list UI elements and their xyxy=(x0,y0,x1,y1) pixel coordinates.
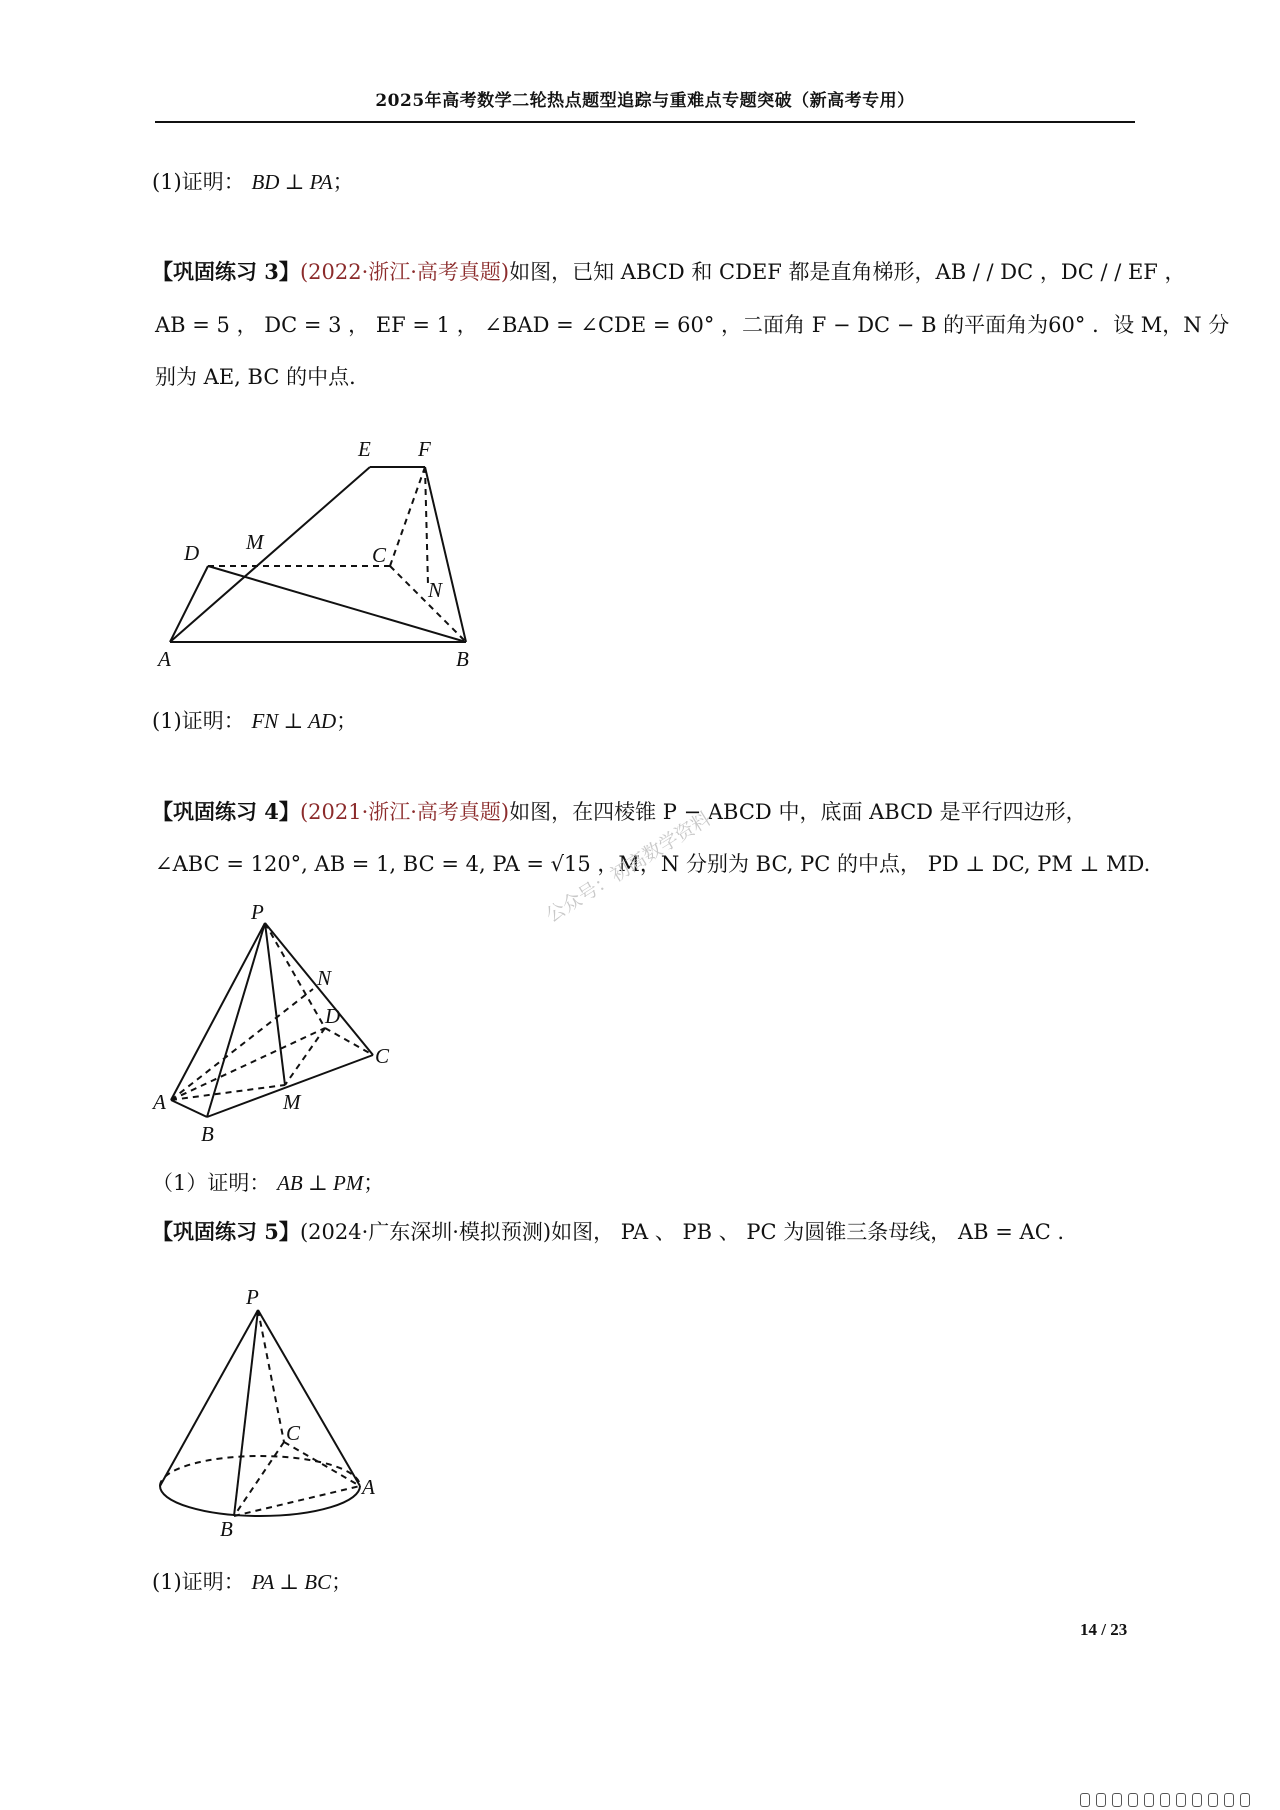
label-n: N xyxy=(317,966,332,990)
label-b: B xyxy=(456,647,469,671)
page-header-title: 2025年高考数学二轮热点题型追踪与重难点专题突破（新高考专用） xyxy=(375,91,915,111)
ex5-figure xyxy=(148,1280,408,1540)
edge-pd xyxy=(265,923,325,1028)
scroll-segment xyxy=(1240,1793,1250,1807)
ex4-part1-label: （1）证明： xyxy=(152,1171,271,1195)
chord-ca xyxy=(284,1442,360,1486)
label-c: C xyxy=(375,1044,390,1068)
ex4-tag: 【巩固练习 4】 xyxy=(152,799,300,824)
ex4-line2: ∠ABC = 120°, AB = 1, BC = 4, PA = √15 ，M，N 分别为 BC, PC 的中点， PD ⊥ DC, PM ⊥ MD. xyxy=(155,852,1151,876)
ex3-text-1: 如图，已知 ABCD 和 CDEF 都是直角梯形，AB / / DC ，DC / / EF ， xyxy=(509,260,1186,284)
generatrix-pb xyxy=(234,1310,258,1516)
ex4-part1-math: AB ⊥ PM xyxy=(277,1171,364,1195)
label-a: A xyxy=(362,1475,375,1499)
scroll-segment xyxy=(1160,1793,1170,1807)
scroll-segment xyxy=(1112,1793,1122,1807)
label-d: D xyxy=(184,541,200,565)
scroll-segment xyxy=(1128,1793,1138,1807)
scroll-segment xyxy=(1208,1793,1218,1807)
ex5-part1-label: (1)证明： xyxy=(152,1570,245,1594)
prev-part1 xyxy=(152,166,354,196)
prev-part1-label: (1)证明： xyxy=(152,170,245,194)
ex4-figure xyxy=(145,905,405,1145)
scroll-segment xyxy=(1192,1793,1202,1807)
ex3-part1-math: FN ⊥ AD xyxy=(251,709,337,733)
edge-ad xyxy=(170,566,208,642)
ex5-text-1: 如图， PA 、 PB 、 PC 为圆锥三条母线， AB = AC . xyxy=(551,1220,1065,1244)
base-back-arc xyxy=(160,1456,360,1486)
label-p: P xyxy=(246,1285,259,1309)
chord-ab xyxy=(234,1486,360,1516)
edge-pa xyxy=(171,923,265,1100)
label-p: P xyxy=(251,905,264,924)
edge-cf xyxy=(390,467,425,566)
ex3-part1-end: ； xyxy=(336,709,358,733)
label-m: M xyxy=(246,530,264,554)
label-b: B xyxy=(220,1517,233,1540)
prev-part1-end: ； xyxy=(332,170,354,194)
ex3-figure xyxy=(150,430,490,680)
ex3-line2: AB = 5 ， DC = 3 ， EF = 1 ， ∠BAD = ∠CDE = 60° ，二面角 F − DC − B 的平面角为60° ．设 M，N 分 xyxy=(155,313,1230,337)
base-front-arc xyxy=(160,1486,360,1516)
edge-fb xyxy=(425,467,466,642)
edge-pm xyxy=(265,923,285,1085)
edge-ae xyxy=(170,467,370,642)
ex3-line3: 别为 AE, BC 的中点． xyxy=(155,365,371,389)
label-f: F xyxy=(418,437,431,461)
ex4-source: (2021·浙江·高考真题) xyxy=(299,800,510,824)
edge-am xyxy=(171,1085,285,1100)
ex3-line1 xyxy=(152,256,1186,286)
ex5-source: (2024·广东深圳·模拟预测) xyxy=(299,1220,552,1244)
ex5-part1 xyxy=(152,1566,352,1596)
page-number: 14 / 23 xyxy=(1080,1620,1128,1639)
ex5-line1 xyxy=(152,1216,1064,1246)
label-d: D xyxy=(325,1004,341,1028)
ex3-source: (2022·浙江·高考真题) xyxy=(299,260,510,284)
header-rule xyxy=(155,121,1135,123)
edge-ab xyxy=(171,1100,207,1117)
ex5-tag: 【巩固练习 5】 xyxy=(152,1219,300,1244)
label-b: B xyxy=(201,1122,214,1145)
ex5-part1-math: PA ⊥ BC xyxy=(251,1570,332,1594)
generatrix-pc xyxy=(258,1310,284,1442)
ex4-line1 xyxy=(152,796,1087,826)
edge-pb xyxy=(207,923,265,1117)
prev-part1-math: BD ⊥ PA xyxy=(251,170,333,194)
ex4-text-1: 如图，在四棱锥 P − ABCD 中，底面 ABCD 是平行四边形， xyxy=(509,800,1087,824)
label-a: A xyxy=(158,647,171,671)
label-c: C xyxy=(286,1421,301,1445)
scroll-segment xyxy=(1144,1793,1154,1807)
label-m: M xyxy=(283,1090,301,1114)
edge-dc xyxy=(325,1028,373,1055)
ex4-part1-end: ； xyxy=(363,1171,385,1195)
scroll-segment xyxy=(1080,1793,1090,1807)
label-n: N xyxy=(428,578,443,602)
ex4-part1 xyxy=(152,1167,384,1197)
ex3-part1 xyxy=(152,705,357,735)
label-a: A xyxy=(153,1090,166,1114)
ex3-tag: 【巩固练习 3】 xyxy=(152,259,300,284)
scroll-segment xyxy=(1224,1793,1234,1807)
scroll-segment xyxy=(1176,1793,1186,1807)
watermark: 公众号：初高数学资料 xyxy=(542,807,715,928)
ex3-part1-label: (1)证明： xyxy=(152,709,245,733)
page-scroll-indicator[interactable] xyxy=(1080,1793,1258,1805)
label-e: E xyxy=(358,437,371,461)
ex5-part1-end: ； xyxy=(331,1570,353,1594)
edge-fn xyxy=(425,467,428,585)
scroll-segment xyxy=(1096,1793,1106,1807)
label-c: C xyxy=(372,543,387,567)
